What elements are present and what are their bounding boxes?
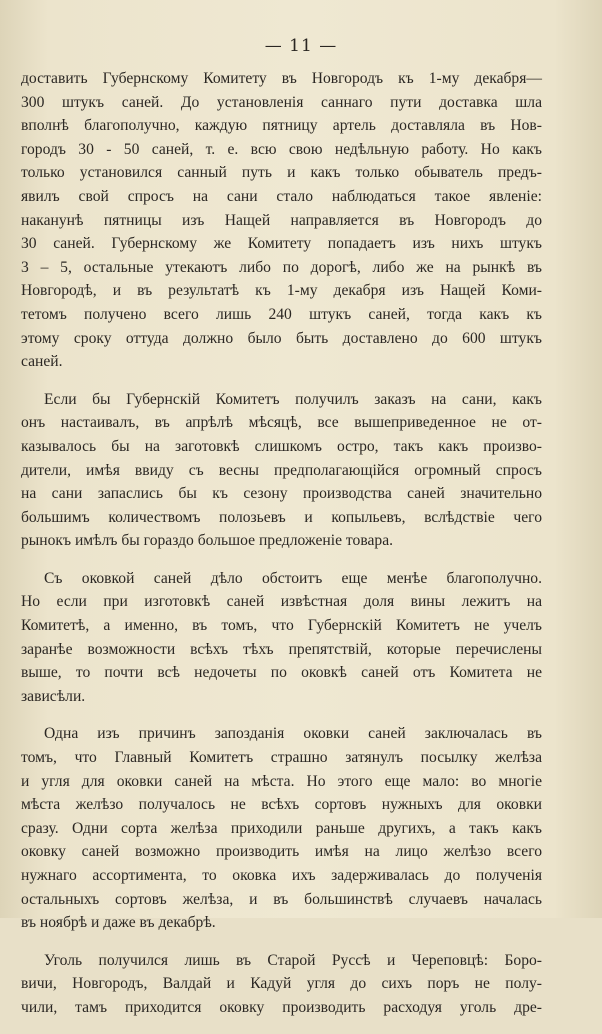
- text-line: зависѣли.: [21, 687, 86, 705]
- text-line: Новгородѣ, и въ результатѣ къ 1-му декабря изъ Нащей Коми-: [21, 282, 542, 300]
- text-line: Съ оковкой саней дѣло обстоитъ еще менѣе благополучно.: [44, 569, 542, 587]
- text-line: мѣста желѣзо получалось не всѣхъ сортовъ нужныхъ для оковки: [21, 796, 542, 814]
- text-line: Одна изъ причинъ запозданія оковки саней заключалась въ: [44, 725, 542, 743]
- text-line: 3 – 5, остальные утекаютъ либо по дорогѣ, либо же на рынкѣ въ: [21, 258, 542, 276]
- text-line: въ ноябрѣ и даже въ декабрѣ.: [21, 914, 216, 932]
- text-line: только установился санный путь и какъ только обыватель предъ-: [21, 164, 542, 182]
- text-line: сразу. Одни сорта желѣза приходили раньше другихъ, а такъ какъ: [21, 819, 542, 837]
- page-number: — 11 —: [264, 36, 338, 56]
- text-line: Если бы Губернскій Комитетъ получилъ заказъ на сани, какъ: [44, 390, 542, 408]
- text-line: на сани запаслись бы къ сезону производства саней значительно: [21, 485, 542, 503]
- paragraph-5: [21, 949, 542, 1020]
- text-line: Но если при изготовкѣ саней извѣстная доля вины лежитъ на: [21, 593, 542, 611]
- text-line: нужнаго ассортимента, то оковка ихъ задерживалась до полученія: [21, 867, 542, 884]
- text-line: большимъ количествомъ полозьевъ и копыльевъ, вслѣдствіе чего: [21, 508, 542, 526]
- text-line: Комитетѣ, а именно, въ томъ, что Губернскій Комитетъ не учелъ: [21, 617, 542, 635]
- text-line: и угля для оковки саней на мѣста. Но этого еще мало: во многіе: [21, 772, 542, 790]
- text-line: вичи, Новгородъ, Валдай и Кадуй угля до сихъ поръ не полу-: [21, 975, 542, 993]
- text-line: 300 штукъ саней. До установленія саннаго пути доставка шла: [21, 93, 542, 111]
- text-line: дители, имѣя ввиду съ весны предполагающійся огромный спросъ: [21, 461, 542, 479]
- text-line: остальныхъ сортовъ желѣза, и въ большинствѣ случаевъ началась: [21, 890, 542, 908]
- paragraph-1: [21, 67, 542, 374]
- text-line: наканунѣ пятницы изъ Нащей направляется въ Новгородъ до: [21, 211, 542, 229]
- text-line: оковку саней возможно производить имѣя на лицо желѣзо всего: [21, 843, 542, 861]
- text-line: онъ настаивалъ, въ апрѣлѣ мѣсяцѣ, все вышеприведенное не от-: [21, 414, 542, 432]
- text-line: явилъ свой спросъ на сани стало наблюдаться такое явленіе:: [21, 187, 542, 205]
- text-line: казывалось бы на заготовкѣ слишкомъ остро, такъ какъ произво-: [21, 437, 542, 455]
- text-line: рынокъ имѣлъ бы гораздо большое предложеніе товара.: [21, 532, 394, 550]
- text-line: городъ 30 - 50 саней, т. е. всю свою недѣльную работу. Но какъ: [21, 140, 542, 158]
- text-line: Уголь получился лишь въ Старой Руссѣ и Череповцѣ: Боро-: [44, 951, 542, 969]
- text-line: доставить Губернскому Комитету въ Новгородъ къ 1-му декабря—: [21, 70, 542, 87]
- text-line: выше, то почти всѣ недочеты по оковкѣ саней отъ Комитета не: [21, 664, 542, 682]
- text-line: этому сроку оттуда должно было быть доставлено до 600 штукъ: [21, 329, 542, 347]
- paragraph-2: [21, 388, 542, 553]
- text-line: заранѣе возможности всѣхъ тѣхъ препятствій, которые перечислены: [21, 640, 542, 658]
- text-line: вполнѣ благополучно, каждую пятницу артель доставляла въ Нов-: [21, 117, 542, 135]
- text-line: 30 саней. Губернскому же Комитету попадаетъ изъ нихъ штукъ: [21, 235, 542, 253]
- paragraph-3: [21, 567, 542, 709]
- text-line: чили, тамъ приходится оковку производить расходуя уголь дре-: [21, 998, 542, 1016]
- paragraph-4: [21, 722, 542, 934]
- text-line: саней.: [21, 353, 63, 371]
- body-text: [21, 67, 542, 1034]
- text-line: томъ, что Главный Комитетъ страшно затянулъ посылку желѣза: [21, 749, 542, 767]
- text-line: тетомъ получено всего лишь 240 штукъ саней, тогда какъ къ: [21, 305, 542, 323]
